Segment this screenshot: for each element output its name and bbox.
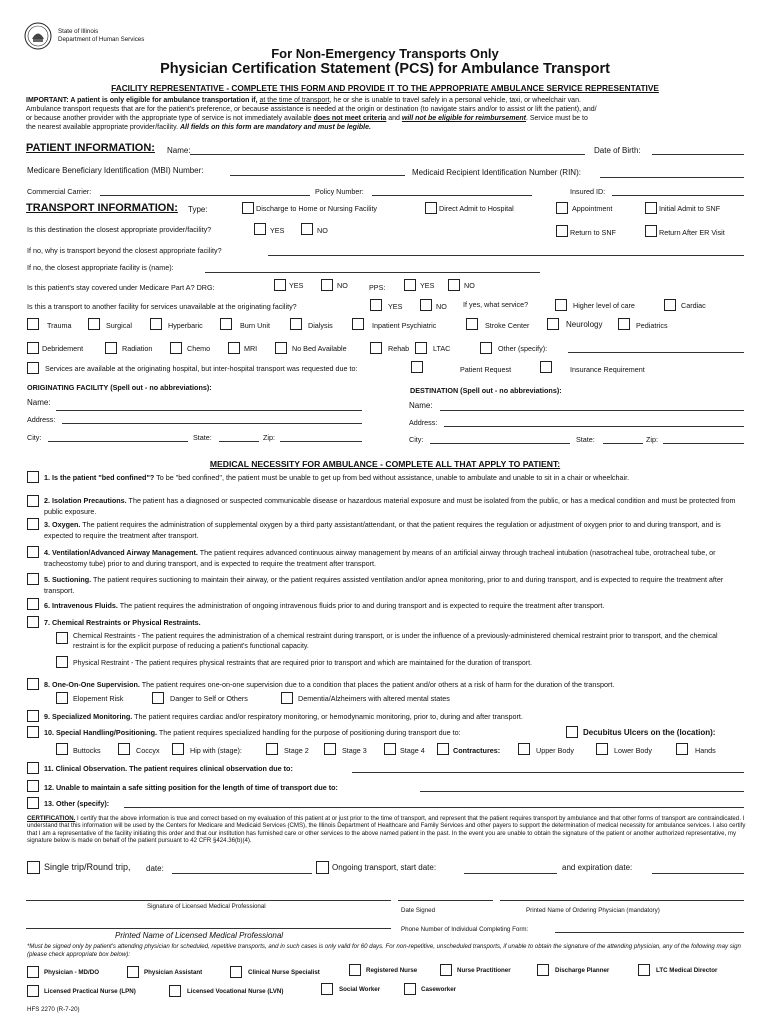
- origin-address-field[interactable]: [62, 423, 362, 424]
- cardiac-checkbox[interactable]: [664, 299, 676, 311]
- burn-unit-checkbox[interactable]: [220, 318, 232, 330]
- services-available-label: Services are available at the originating hospital, but inter-hospital transport was requested due to:: [45, 364, 358, 373]
- item1-text: 1. Is the patient "bed confined"? To be "bed confined", the patient must be unable to get up from bed without assistance, unable to ambulate and unable to sit in a chair or wheelchair.: [44, 473, 630, 482]
- hyperbaric-label: Hyperbaric: [168, 321, 203, 330]
- other-service-label: Other (specify):: [498, 344, 548, 353]
- role-rn-label: Registered Nurse: [366, 967, 418, 974]
- discharge-checkbox[interactable]: [242, 202, 254, 214]
- signature-label: Signature of Licensed Medical Professional: [147, 903, 266, 910]
- page-subtitle: For Non-Emergency Transports Only: [271, 46, 499, 61]
- role-cw-checkbox[interactable]: [404, 983, 416, 995]
- closest-no-checkbox[interactable]: [301, 223, 313, 235]
- dialysis-checkbox[interactable]: [290, 318, 302, 330]
- initial-snf-label: Initial Admit to SNF: [659, 204, 721, 213]
- pps-no-checkbox[interactable]: [448, 279, 460, 291]
- other-service-field[interactable]: [568, 352, 744, 353]
- why-label: If no, why is transport beyond the closest appropriate facility?: [27, 246, 222, 255]
- dialysis-label: Dialysis: [308, 321, 333, 330]
- role-lpn-label: Licensed Practical Nurse (LPN): [44, 988, 136, 995]
- item3-text: 3. Oxygen. The patient requires the administration of supplemental oxygen by a third party assistant/attendant, or that the patient requires the regulation or adjustment of oxygen prior to and during transport, and is expected to require the treatment after transport.: [44, 520, 721, 540]
- upper-body-label: Upper Body: [536, 746, 574, 755]
- role-pa-label: Physician Assistant: [144, 969, 203, 976]
- pps-no-label: NO: [464, 281, 475, 290]
- item12-label: 12. Unable to maintain a safe sitting position for the length of time of transport due to:: [44, 783, 338, 792]
- item2-text: 2. Isolation Precautions. The patient has a diagnosed or suspected communicable disease or hazardous material exposure and must be isolated from the public, or has a medical condition and must be protected from public exposure.: [44, 496, 736, 516]
- direct-admit-checkbox[interactable]: [425, 202, 437, 214]
- item11-label: 11. Clinical Observation. The patient requires clinical observation due to:: [44, 764, 293, 773]
- role-lvn-checkbox[interactable]: [169, 985, 181, 997]
- header-dept: Department of Human Services: [58, 36, 145, 43]
- stage3-checkbox[interactable]: [324, 743, 336, 755]
- neurology-label: Neurology: [566, 320, 603, 329]
- services-available-checkbox[interactable]: [27, 362, 39, 374]
- insured-label: Insured ID:: [570, 187, 606, 196]
- role-rn-checkbox[interactable]: [349, 964, 361, 976]
- single-trip-checkbox[interactable]: [27, 861, 40, 874]
- discharge-label: Discharge to Home or Nursing Facility: [256, 204, 378, 213]
- hyperbaric-checkbox[interactable]: [150, 318, 162, 330]
- date-signed-label: Date Signed: [401, 907, 436, 914]
- rehab-label: Rehab: [388, 344, 410, 353]
- facility-rep-instruction: FACILITY REPRESENTATIVE - COMPLETE THIS FORM AND PROVIDE IT TO THE APPROPRIATE AMBULANCE SERVICE REPRESENTATIVE: [111, 83, 659, 93]
- pps-yes-label: YES: [420, 281, 435, 290]
- role-np-label: Nurse Practitioner: [457, 967, 511, 974]
- stage2-label: Stage 2: [284, 746, 309, 755]
- role-dp-label: Discharge Planner: [555, 967, 610, 974]
- rehab-checkbox[interactable]: [370, 342, 382, 354]
- role-md-label: Physician - MD/DO: [44, 969, 100, 976]
- return-er-checkbox[interactable]: [645, 225, 657, 237]
- origin-name-field[interactable]: [56, 410, 362, 411]
- policy-field[interactable]: [372, 195, 532, 196]
- carrier-label: Commercial Carrier:: [27, 187, 92, 196]
- origin-zip-field[interactable]: [280, 441, 362, 442]
- item5-text: 5. Suctioning. The patient requires suctioning to maintain their airway, or the patient requires assisted ventilation and/or apnea monitoring, prior to and during transport, and is expected to require the treatment after transport.: [44, 575, 724, 595]
- role-cw-label: Caseworker: [421, 986, 457, 993]
- return-er-label: Return After ER Visit: [659, 228, 725, 237]
- patient-name-label: Name:: [167, 146, 191, 155]
- mri-label: MRI: [244, 344, 258, 353]
- appointment-checkbox[interactable]: [556, 202, 568, 214]
- insurance-req-checkbox[interactable]: [540, 361, 552, 373]
- medicare-no-checkbox[interactable]: [321, 279, 333, 291]
- closest-yes-label: YES: [270, 226, 285, 235]
- rin-field[interactable]: [600, 177, 744, 178]
- dest-city-field[interactable]: [430, 443, 570, 444]
- origin-heading: ORIGINATING FACILITY (Spell out - no abbreviations):: [27, 383, 212, 392]
- pps-label: PPS:: [369, 283, 386, 292]
- item8-checkbox[interactable]: [27, 678, 39, 690]
- appointment-label: Appointment: [572, 204, 613, 213]
- stage4-checkbox[interactable]: [384, 743, 396, 755]
- item6-text: 6. Intravenous Fluids. The patient requires the administration of ongoing intravenous fluids prior to and during transport and is expected to require the treatment after transport.: [44, 601, 605, 610]
- item9-checkbox[interactable]: [27, 710, 39, 722]
- item8-text: 8. One-On-One Supervision. The patient requires one-on-one supervision due to a condition that places the patient and/or others at a risk of harm for the duration of the transport.: [44, 680, 615, 689]
- initial-snf-checkbox[interactable]: [645, 202, 657, 214]
- item7-text: 7. Chemical Restraints or Physical Restraints.: [44, 618, 201, 627]
- header-state: State of Illinois: [58, 28, 99, 35]
- dest-address-label: Address:: [409, 418, 438, 427]
- stage2-checkbox[interactable]: [266, 743, 278, 755]
- dementia-label: Dementia/Alzheimers with altered mental states: [298, 694, 450, 703]
- radiation-label: Radiation: [122, 344, 153, 353]
- stage4-label: Stage 4: [400, 746, 425, 755]
- dest-name-label: Name:: [409, 401, 433, 410]
- origin-name-label: Name:: [27, 398, 51, 407]
- phone-label: Phone Number of Individual Completing Form:: [401, 926, 529, 933]
- insured-field[interactable]: [612, 195, 744, 196]
- direct-admit-label: Direct Admit to Hospital: [439, 204, 514, 213]
- cardiac-label: Cardiac: [681, 301, 706, 310]
- item11-field[interactable]: [352, 772, 744, 773]
- role-md-checkbox[interactable]: [27, 966, 39, 978]
- chem-restraint-text: Chemical Restraints - The patient requires the administration of a chemical restraint during transport, or is under the influence of a previously-administered chemical restraint prior to transport, and the chemical restraint is for the explicit purpose of reducing a patient's functional capacity.: [73, 633, 718, 650]
- hip-checkbox[interactable]: [172, 743, 184, 755]
- danger-label: Danger to Self or Others: [170, 694, 248, 703]
- chem-restraint-checkbox[interactable]: [56, 632, 68, 644]
- closest-yes-checkbox[interactable]: [254, 223, 266, 235]
- origin-city-label: City:: [27, 433, 42, 442]
- transfer-yes-label: YES: [388, 302, 403, 311]
- if-yes-label: If yes, what service?: [463, 300, 529, 309]
- medicare-no-label: NO: [337, 281, 348, 290]
- pediatrics-label: Pediatrics: [636, 321, 668, 330]
- ordering-physician-label: Printed Name of Ordering Physician (mandatory): [526, 907, 660, 914]
- coccyx-label: Coccyx: [136, 746, 160, 755]
- single-trip-label: Single trip/Round trip,: [44, 862, 131, 872]
- closest-no-label: NO: [317, 226, 328, 235]
- item4-text: 4. Ventilation/Advanced Airway Management. The patient requires advanced continuous airway management by means of an artificial airway through tracheal intubation (nasotracheal tube, orotracheal tube, or tracheostomy tube) prior to and during transport, and is expected to require the treatment after transport.: [44, 548, 716, 568]
- chemo-checkbox[interactable]: [170, 342, 182, 354]
- certification-text: CERTIFICATION. I certify that the above information is true and correct based on my evaluation of this patient at or just prior to the time of transport, and represent that the patient requires transport by ambulance and that other forms of transport are contraindicated. I understand that this information will be used by the Centers for Medicare and Medicaid Services (CMS), the Illinois Department of Healthcare and Family Services and other payers to support the determination of medical necessity for ambulance services. I also certify that I am a representative of the facility initiating this order and that our institution has furnished care or other services to the above named patient in the past. In the event you are unable to obtain the signature of the patient or another authorized representative, my signature below is made on behalf of the patient pursuant to 42 CFR §424.36(b)(4).: [27, 815, 746, 844]
- stage3-label: Stage 3: [342, 746, 367, 755]
- return-snf-checkbox[interactable]: [556, 225, 568, 237]
- dest-name-field[interactable]: [440, 410, 744, 411]
- important-notice: IMPORTANT: A patient is only eligible for ambulance transportation if, at the time of transport, he or she is unable to travel safely in a personal vehicle, taxi, or wheelchair van. Ambulance transport requests that are for the patient's preference, or because assistance is needed at the origin or destination (to navigate stairs and/or to assist or lift the patient), and/ or because another provider with the appropriate type of service is not immediately available does not meet criteria and will not be eligible for reimbursement. Service must be to the nearest available appropriate provider/facility. All fields on this form are mandatory and must be legible.: [26, 97, 597, 131]
- role-ltc-checkbox[interactable]: [638, 964, 650, 976]
- ongoing-label: Ongoing transport, start date:: [332, 863, 437, 872]
- item7-checkbox[interactable]: [27, 616, 39, 628]
- item12-checkbox[interactable]: [27, 780, 39, 792]
- ongoing-checkbox[interactable]: [316, 861, 329, 874]
- patient-request-checkbox[interactable]: [411, 361, 423, 373]
- dest-address-field[interactable]: [444, 426, 744, 427]
- buttocks-checkbox[interactable]: [56, 743, 68, 755]
- item6-checkbox[interactable]: [27, 598, 39, 610]
- role-pa-checkbox[interactable]: [127, 966, 139, 978]
- phys-restraint-text: Physical Restraint - The patient requires physical restraints that are required prior to transport and which are maintained for the duration of transport.: [73, 660, 532, 667]
- ongoing-start-field[interactable]: [464, 873, 557, 874]
- item1-checkbox[interactable]: [27, 471, 39, 483]
- trauma-checkbox[interactable]: [27, 318, 39, 330]
- debridement-checkbox[interactable]: [27, 342, 39, 354]
- higher-level-label: Higher level of care: [573, 301, 635, 310]
- item11-checkbox[interactable]: [27, 762, 39, 774]
- mbi-label: Medicare Beneficiary Identification (MBI) Number:: [27, 166, 204, 175]
- ordering-physician-field[interactable]: [500, 900, 744, 901]
- item9-text: 9. Specialized Monitoring. The patient requires cardiac and/or respiratory monitoring, or hemodynamic monitoring, prior to, during and after transport.: [44, 712, 523, 721]
- radiation-checkbox[interactable]: [105, 342, 117, 354]
- medicare-yes-label: YES: [289, 281, 304, 290]
- upper-body-checkbox[interactable]: [518, 743, 530, 755]
- item12-field[interactable]: [420, 791, 744, 792]
- mri-checkbox[interactable]: [228, 342, 240, 354]
- carrier-field[interactable]: [100, 195, 310, 196]
- single-date-label: date:: [146, 864, 164, 873]
- stroke-center-label: Stroke Center: [485, 321, 530, 330]
- role-sw-label: Social Worker: [339, 986, 381, 993]
- role-dp-checkbox[interactable]: [537, 964, 549, 976]
- transfer-question: Is this a transport to another facility for services unavailable at the originating facility?: [27, 302, 297, 311]
- phys-restraint-checkbox[interactable]: [56, 656, 68, 668]
- elopement-label: Elopement Risk: [73, 694, 124, 703]
- elopement-checkbox[interactable]: [56, 692, 68, 704]
- dest-state-label: State:: [576, 435, 595, 444]
- medical-necessity-heading: MEDICAL NECESSITY FOR AMBULANCE - COMPLETE ALL THAT APPLY TO PATIENT:: [209, 459, 561, 469]
- trauma-label: Trauma: [47, 321, 72, 330]
- item13-checkbox[interactable]: [27, 797, 39, 809]
- coccyx-checkbox[interactable]: [118, 743, 130, 755]
- inpatient-psych-label: Inpatient Psychiatric: [372, 321, 437, 330]
- patient-info-heading: PATIENT INFORMATION:: [26, 142, 155, 154]
- role-lpn-checkbox[interactable]: [27, 985, 39, 997]
- origin-state-field[interactable]: [219, 441, 259, 442]
- transport-info-heading: TRANSPORT INFORMATION:: [26, 202, 178, 214]
- closest-name-field[interactable]: [205, 272, 540, 273]
- transfer-no-label: NO: [436, 302, 447, 311]
- role-ltc-label: LTC Medical Director: [656, 967, 718, 974]
- signature-field[interactable]: [26, 900, 391, 901]
- item10-checkbox[interactable]: [27, 726, 39, 738]
- type-label: Type:: [188, 205, 208, 214]
- medicare-question: Is this patient's stay covered under Medicare Part A? DRG:: [27, 283, 215, 292]
- ltac-label: LTAC: [433, 344, 451, 353]
- role-np-checkbox[interactable]: [440, 964, 452, 976]
- item3-checkbox[interactable]: [27, 518, 39, 530]
- insurance-req-label: Insurance Requirement: [570, 365, 645, 374]
- role-cns-label: Clinical Nurse Specialist: [248, 969, 320, 976]
- dest-state-field[interactable]: [603, 443, 643, 444]
- contractures-checkbox[interactable]: [437, 743, 449, 755]
- patient-name-field[interactable]: [190, 154, 585, 155]
- policy-label: Policy Number:: [315, 187, 364, 196]
- neurology-checkbox[interactable]: [547, 318, 559, 330]
- buttocks-label: Buttocks: [73, 746, 101, 755]
- role-sw-checkbox[interactable]: [321, 983, 333, 995]
- dest-zip-label: Zip:: [646, 435, 658, 444]
- lower-body-label: Lower Body: [614, 746, 652, 755]
- surgical-label: Surgical: [106, 321, 132, 330]
- hands-label: Hands: [695, 746, 716, 755]
- inpatient-psych-checkbox[interactable]: [352, 318, 364, 330]
- origin-state-label: State:: [193, 433, 212, 442]
- destination-heading: DESTINATION (Spell out - no abbreviations):: [410, 386, 562, 395]
- pps-yes-checkbox[interactable]: [404, 279, 416, 291]
- dob-label: Date of Birth:: [594, 146, 641, 155]
- item2-checkbox[interactable]: [27, 495, 39, 507]
- why-field[interactable]: [268, 255, 744, 256]
- item4-checkbox[interactable]: [27, 546, 39, 558]
- form-number: HFS 2270 (R-7-20): [27, 1006, 80, 1013]
- hip-label: Hip with (stage):: [190, 746, 242, 755]
- higher-level-checkbox[interactable]: [555, 299, 567, 311]
- page-title: Physician Certification Statement (PCS) for Ambulance Transport: [160, 61, 610, 77]
- date-signed-field[interactable]: [398, 900, 493, 901]
- medicare-yes-checkbox[interactable]: [274, 279, 286, 291]
- transfer-no-checkbox[interactable]: [420, 299, 432, 311]
- dementia-checkbox[interactable]: [281, 692, 293, 704]
- role-cns-checkbox[interactable]: [230, 966, 242, 978]
- dest-city-label: City:: [409, 435, 424, 444]
- origin-address-label: Address:: [27, 415, 56, 424]
- hands-checkbox[interactable]: [676, 743, 688, 755]
- decubitus-label: Decubitus Ulcers on the (location):: [583, 728, 716, 737]
- decubitus-checkbox[interactable]: [566, 726, 578, 738]
- role-lvn-label: Licensed Vocational Nurse (LVN): [187, 988, 284, 995]
- danger-checkbox[interactable]: [152, 692, 164, 704]
- printed-lmp-label: Printed Name of Licensed Medical Professional: [115, 931, 284, 940]
- burn-unit-label: Burn Unit: [240, 321, 270, 330]
- printed-lmp-field[interactable]: [26, 928, 391, 929]
- origin-city-field[interactable]: [48, 441, 188, 442]
- item5-checkbox[interactable]: [27, 573, 39, 585]
- lower-body-checkbox[interactable]: [596, 743, 608, 755]
- item13-label: 13. Other (specify):: [44, 799, 110, 808]
- contractures-label: Contractures:: [453, 746, 501, 755]
- dest-zip-field[interactable]: [663, 443, 744, 444]
- no-bed-label: No Bed Available: [292, 344, 347, 353]
- other-service-checkbox[interactable]: [480, 342, 492, 354]
- transfer-yes-checkbox[interactable]: [370, 299, 382, 311]
- debridement-label: Debridement: [42, 344, 84, 353]
- rin-label: Medicaid Recipient Identification Number (RIN):: [412, 168, 581, 177]
- stroke-center-checkbox[interactable]: [466, 318, 478, 330]
- mbi-field[interactable]: [230, 175, 405, 176]
- dob-field[interactable]: [652, 154, 744, 155]
- item13-field[interactable]: [124, 807, 744, 808]
- expiration-field[interactable]: [652, 873, 744, 874]
- expiration-label: and expiration date:: [562, 863, 633, 872]
- return-snf-label: Return to SNF: [570, 228, 616, 237]
- pediatrics-checkbox[interactable]: [618, 318, 630, 330]
- no-bed-checkbox[interactable]: [275, 342, 287, 354]
- phone-field[interactable]: [555, 932, 744, 933]
- ltac-checkbox[interactable]: [415, 342, 427, 354]
- chemo-label: Chemo: [187, 344, 211, 353]
- patient-request-label: Patient Request: [460, 365, 512, 374]
- origin-zip-label: Zip:: [263, 433, 275, 442]
- single-date-field[interactable]: [172, 873, 312, 874]
- closest-question: Is this destination the closest appropriate provider/facility?: [27, 225, 212, 234]
- signer-note: *Must be signed only by patient's attending physician for scheduled, repetitive transports, and in such cases is only valid for 60 days. For non-repetitive, unscheduled transports, if unable to obtain the signature of the attending physician, any of the following may sign (please check appropriate box below):: [27, 943, 741, 958]
- item10-text: 10. Special Handling/Positioning. The patient requires specialized handling for the purpose of positioning during transport due to:: [44, 728, 461, 737]
- closest-name-label: If no, the closest appropriate facility is (name):: [27, 263, 174, 272]
- surgical-checkbox[interactable]: [88, 318, 100, 330]
